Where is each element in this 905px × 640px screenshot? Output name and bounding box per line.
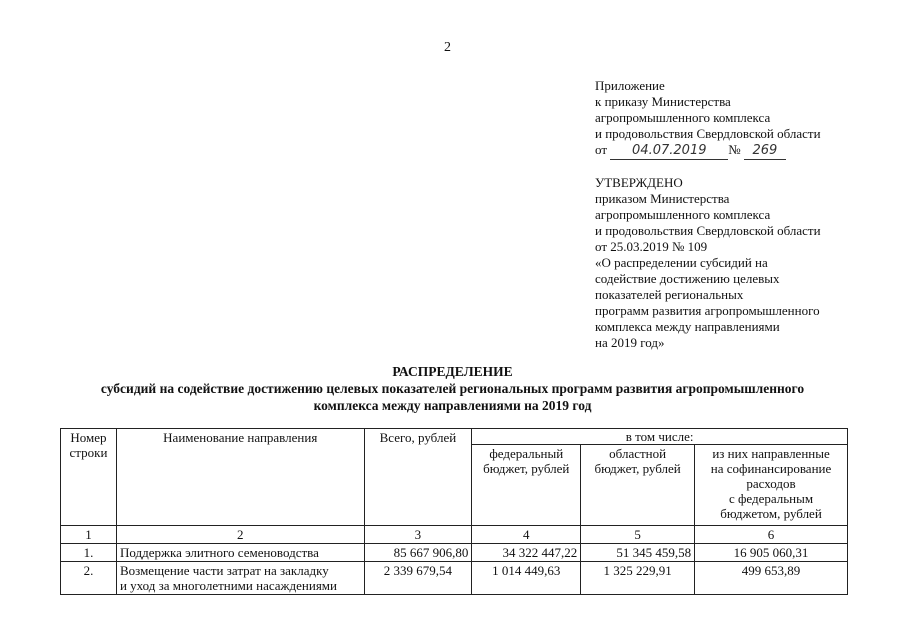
title-line: субсидий на содействие достижению целевых показателей региональных программ развития агропромышленного (100, 381, 805, 396)
annex-date-line (595, 142, 821, 160)
approved-line: и продовольствия Свердловской области (595, 223, 821, 238)
annex-date-handwritten: 04.07.2019 (610, 143, 728, 160)
row-cofinance: 16 905 060,31 (695, 544, 848, 562)
header-regional: областной бюджет, рублей (581, 445, 695, 526)
row-regional: 51 345 459,58 (581, 544, 695, 562)
approved-line: приказом Министерства (595, 191, 730, 206)
header-total: Всего, рублей (364, 429, 472, 526)
row-number: 1. (61, 544, 117, 562)
approved-line: «О распределении субсидий на (595, 255, 768, 270)
row-federal: 34 322 447,22 (472, 544, 581, 562)
title-heading: РАСПРЕДЕЛЕНИЕ (392, 364, 513, 379)
annex-line: Приложение (595, 78, 665, 93)
row-cofinance: 499 653,89 (695, 562, 848, 595)
page-number: 2 (444, 40, 451, 55)
row-total: 85 667 906,80 (364, 544, 472, 562)
row-name: Возмещение части затрат на закладку и уход за многолетними насаждениями (116, 562, 364, 595)
column-number: 6 (695, 526, 848, 544)
table-header-row (61, 429, 848, 445)
row-federal: 1 014 449,63 (472, 562, 581, 595)
annex-number-prefix: № (728, 142, 741, 157)
title-line: комплекса между направлениями на 2019 год (313, 398, 592, 413)
approved-line: содействие достижению целевых (595, 271, 780, 286)
approved-line: УТВЕРЖДЕНО (595, 175, 683, 190)
distribution-table (60, 428, 848, 595)
row-total: 2 339 679,54 (364, 562, 472, 595)
annex-date-prefix: от (595, 142, 608, 157)
column-number: 3 (364, 526, 472, 544)
approved-line: агропромышленного комплекса (595, 207, 771, 222)
column-number: 1 (61, 526, 117, 544)
annex-block (595, 78, 821, 160)
row-name: Поддержка элитного семеноводства (116, 544, 364, 562)
header-name: Наименование направления (116, 429, 364, 526)
row-regional: 1 325 229,91 (581, 562, 695, 595)
column-number: 2 (116, 526, 364, 544)
column-number: 5 (581, 526, 695, 544)
header-including: в том числе: (472, 429, 848, 445)
header-row-number: Номер строки (61, 429, 117, 526)
header-cofinance: из них направленные на софинансирование расходов с федеральным бюджетом, рублей (695, 445, 848, 526)
annex-number-handwritten: 269 (744, 143, 786, 160)
approved-line: комплекса между направлениями (595, 319, 780, 334)
document-title (60, 363, 845, 414)
approved-block (595, 175, 821, 351)
column-number-row (61, 526, 848, 544)
approved-line: от 25.03.2019 № 109 (595, 239, 708, 254)
row-number: 2. (61, 562, 117, 595)
annex-line: к приказу Министерства (595, 94, 731, 109)
table-row (61, 544, 848, 562)
column-number: 4 (472, 526, 581, 544)
table-row (61, 562, 848, 595)
approved-line: на 2019 год» (595, 335, 665, 350)
approved-line: программ развития агропромышленного (595, 303, 820, 318)
approved-line: показателей региональных (595, 287, 744, 302)
annex-line: агропромышленного комплекса (595, 110, 771, 125)
header-federal: федеральный бюджет, рублей (472, 445, 581, 526)
annex-line: и продовольствия Свердловской области (595, 126, 821, 141)
